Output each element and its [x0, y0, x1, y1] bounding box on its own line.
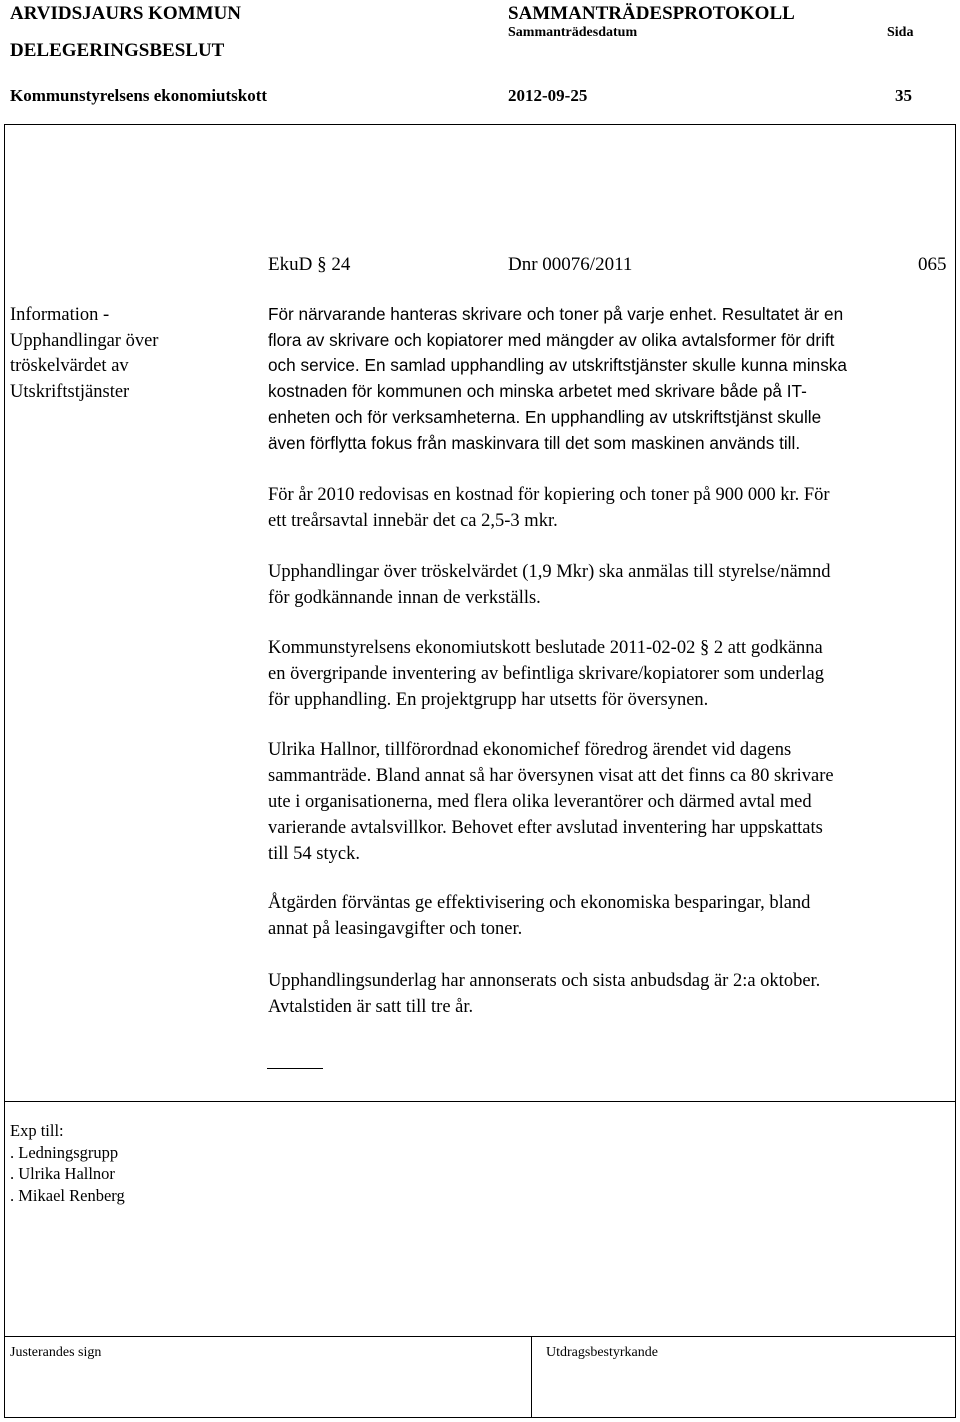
paragraph-line: Åtgärden förväntas ge effektivisering och ekonomiska besparingar, bland	[268, 893, 811, 913]
distribution-recipient: . Ledningsgrupp	[10, 1142, 119, 1162]
paragraph-line: ett treårsavtal innebär det ca 2,5-3 mkr.	[268, 511, 558, 531]
paragraph-2	[268, 482, 958, 534]
topic-line: Information -	[10, 305, 110, 325]
paragraph-line: varierande avtalsvillkor. Behovet efter avslutad inventering har uppskattats	[268, 818, 823, 838]
footer-column-divider	[531, 1336, 532, 1418]
paragraph-line: Kommunstyrelsens ekonomiutskott beslutade 2011-02-02 § 2 att godkänna	[268, 638, 823, 658]
case-paragraph: EkuD § 24	[268, 254, 351, 275]
org-name: ARVIDSJAURS KOMMUN	[10, 3, 242, 24]
paragraph-1	[268, 302, 958, 456]
topic-line: tröskelvärdet av	[10, 356, 129, 376]
paragraph-line: och service. En samlad upphandling av utskriftstjänster skulle kunna minska	[268, 355, 847, 376]
paragraph-3	[268, 559, 958, 611]
page-number: 35	[895, 86, 912, 105]
page-label: Sida	[887, 25, 914, 40]
topic-line: Utskriftstjänster	[10, 381, 130, 402]
topic-line: Upphandlingar över	[10, 330, 159, 351]
footer-divider	[4, 1336, 956, 1337]
paragraph-line: för godkännande innan de verkställs.	[268, 588, 541, 608]
case-topic	[10, 303, 250, 405]
paragraph-line: Upphandlingsunderlag har annonserats och sista anbudsdag är 2:a oktober.	[268, 971, 821, 991]
paragraph-line: ute i organisationerna, med flera olika leverantörer och därmed avtal med	[268, 792, 812, 812]
paragraph-line: även förflytta fokus från maskinvara till det som maskinen används till.	[268, 432, 801, 453]
paragraph-line: Ulrika Hallnor, tillförordnad ekonomichef föredrog ärendet vid dagens	[268, 740, 792, 760]
paragraph-line: Upphandlingar över tröskelvärdet (1,9 Mkr) ska anmälas till styrelse/nämnd	[268, 562, 831, 582]
paragraph-line: till 54 styck.	[268, 844, 360, 864]
paragraph-6	[268, 890, 958, 942]
signature-label: Justerandes sign	[10, 1345, 102, 1360]
distribution-label: Exp till:	[10, 1121, 64, 1140]
committee-name: Kommunstyrelsens ekonomiutskott	[10, 86, 268, 105]
distribution-list	[10, 1120, 125, 1206]
paragraph-line: sammanträde. Bland annat så har översynen visat att det finns ca 80 skrivare	[268, 766, 834, 786]
closing-line	[267, 1068, 323, 1069]
paragraph-line: För närvarande hanteras skrivare och toner på varje enhet. Resultatet är en	[268, 304, 844, 324]
distribution-divider	[4, 1101, 956, 1102]
case-dnr: Dnr 00076/2011	[508, 254, 633, 275]
paragraph-5	[268, 737, 958, 867]
paragraph-4	[268, 635, 958, 713]
certification-label: Utdragsbestyrkande	[546, 1345, 658, 1360]
paragraph-line: kostnaden för kommunen och minska arbetet med skrivare både på IT-	[268, 381, 807, 402]
paragraph-7	[268, 968, 958, 1020]
paragraph-line: För år 2010 redovisas en kostnad för kopiering och toner på 900 000 kr. För	[268, 485, 830, 505]
distribution-recipient: . Mikael Renberg	[10, 1185, 125, 1205]
paragraph-line: en övergripande inventering av befintliga skrivare/kopiatorer som underlag	[268, 664, 825, 684]
paragraph-line: för upphandling. En projektgrupp har utsetts för översynen.	[268, 690, 709, 710]
paragraph-line: Avtalstiden är satt till tre år.	[268, 997, 474, 1017]
paragraph-line: annat på leasingavgifter och toner.	[268, 919, 523, 939]
date-label: Sammanträdesdatum	[508, 25, 638, 40]
document-type: DELEGERINGSBESLUT	[10, 40, 225, 61]
meeting-date: 2012-09-25	[508, 86, 588, 105]
distribution-recipient: . Ulrika Hallnor	[10, 1164, 115, 1183]
case-code: 065	[918, 254, 947, 275]
paragraph-line: enheten och för verksamheterna. En upphandling av utskriftstjänst skulle	[268, 406, 822, 427]
paragraph-line: flora av skrivare och kopiatorer med mängder av olika avtalsformer för drift	[268, 329, 835, 350]
protocol-title: SAMMANTRÄDESPROTOKOLL	[508, 3, 795, 24]
